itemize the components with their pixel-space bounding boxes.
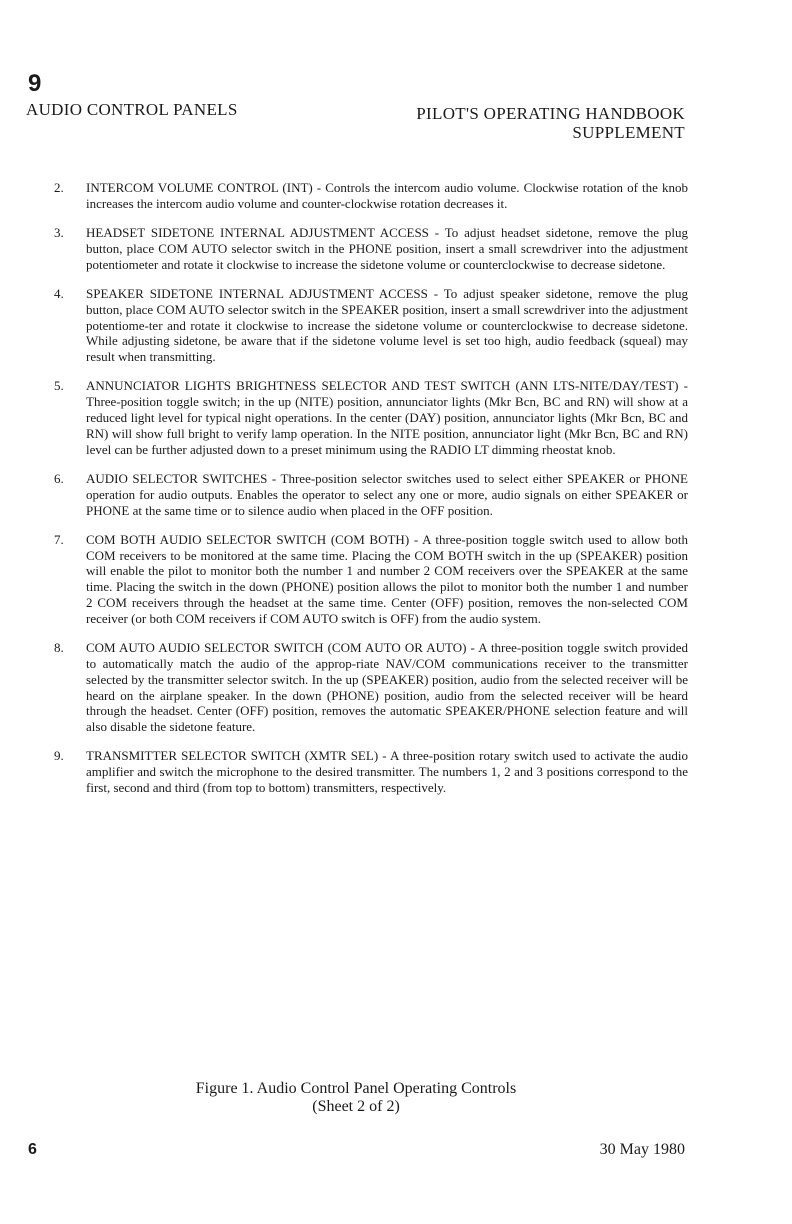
- revision-date: 30 May 1980: [599, 1141, 685, 1158]
- item-number: 9.: [54, 748, 64, 764]
- item-number: 4.: [54, 285, 64, 301]
- item-number: 2.: [54, 180, 64, 195]
- item-number: 3.: [54, 225, 64, 241]
- item-number: 8.: [54, 640, 64, 656]
- list-item: [54, 180, 688, 212]
- list-item: [54, 532, 688, 627]
- page-number: 6: [28, 1141, 37, 1158]
- item-text: COM BOTH AUDIO SELECTOR SWITCH (COM BOTH) - A three-position toggle switch used to allow both COM receivers to be monitored at the same time. Placing the COM BOTH switch in the up (SPEAKER) position will enable the pilot to monitor both the number 1 and number 2 COM receivers over the SPEAKER at the same time. Placing the switch in the down (PHONE) position allows the pilot to monitor both the number 1 and number 2 COM receivers through the headset at the same time. Center (OFF) position, removes the non-selected COM receiver (or both COM receivers if COM AUTO switch is OFF) from the audio system.: [86, 531, 688, 626]
- figure-caption: [0, 1080, 712, 1116]
- item-number: 7.: [54, 531, 64, 547]
- list-item: [54, 748, 688, 795]
- list-item: [54, 378, 688, 457]
- handbook-title-line2: SUPPLEMENT: [572, 123, 685, 142]
- figure-caption-title: Figure 1. Audio Control Panel Operating Controls: [195, 1080, 517, 1097]
- item-text: HEADSET SIDETONE INTERNAL ADJUSTMENT ACCESS - To adjust headset sidetone, remove the plug button, place COM AUTO selector switch in the PHONE position, insert a small screwdriver into the adjustment potentiometer and rotate it clockwise to increase the sidetone volume or counterclockwise to decrease sidetone.: [86, 225, 688, 272]
- item-text: SPEAKER SIDETONE INTERNAL ADJUSTMENT ACCESS - To adjust speaker sidetone, remove the plug button, place COM AUTO selector switch in the SPEAKER position, insert a small screwdriver into the adjustment potentiome-ter and rotate it clockwise to increase the sidetone volume or counterclockwise to decrease sidetone. While adjusting sidetone, be aware that if the sidetone volume level is set too high, audio feedback (squeal) may result when transmitting.: [86, 285, 688, 365]
- item-text: ANNUNCIATOR LIGHTS BRIGHTNESS SELECTOR AND TEST SWITCH (ANN LTS-NITE/DAY/TEST) - Three-position toggle switch; in the up (NITE) position, annunciator lights (Mkr Bcn, BC and RN) will show at a reduced light level for typical night operations. In the center (DAY) position, annunciator lights (Mkr Bcn, BC and RN) will show full bright to verify lamp operation. In the NITE position, annunciator light (Mkr Bcn, BC and RN) level can be further adjusted down to a preset minimum using the RADIO LT dimming rheostat knob.: [86, 378, 688, 457]
- list-item: [54, 225, 688, 272]
- item-text: INTERCOM VOLUME CONTROL (INT) - Controls the intercom audio volume. Clockwise rotation of the knob increases the intercom audio volume and counter-clockwise rotation decreases it.: [86, 180, 688, 211]
- handbook-title-line1: PILOT'S OPERATING HANDBOOK: [416, 104, 685, 123]
- item-text: COM AUTO AUDIO SELECTOR SWITCH (COM AUTO OR AUTO) - A three-position toggle switch provided to automatically match the audio of the approp-riate NAV/COM communications receiver to the transmitter selected by the transmitter selector switch. In the up (SPEAKER) position, audio from the selected receiver will be heard on the airplane speaker. In the down (PHONE) position, audio from the selected receiver will be heard through the headset. Center (OFF) position, removes the automatic SPEAKER/PHONE selection feature and will also disable the sidetone feature.: [86, 640, 688, 735]
- list-item: [54, 471, 688, 518]
- figure-caption-sheet: (Sheet 2 of 2): [312, 1098, 400, 1115]
- list-item: [54, 640, 688, 735]
- item-text: AUDIO SELECTOR SWITCHES - Three-position selector switches used to select either SPEAKER or PHONE operation for audio outputs. Enables the operator to select any one or more, audio signals on either SPEAKER or PHONE at the same time or to silence audio when placed in the OFF position.: [86, 470, 688, 518]
- section-title: AUDIO CONTROL PANELS: [26, 100, 238, 119]
- item-number: 5.: [54, 378, 64, 394]
- controls-list: [54, 180, 688, 809]
- item-number: 6.: [54, 470, 64, 486]
- item-text: TRANSMITTER SELECTOR SWITCH (XMTR SEL) - A three-position rotary switch used to activate the audio amplifier and switch the microphone to the desired transmitter. The numbers 1, 2 and 3 positions correspond to the first, second and third (from top to bottom) transmitters, respectively.: [86, 748, 688, 795]
- handbook-title: [416, 104, 685, 142]
- section-number: 9: [28, 70, 42, 97]
- list-item: [54, 286, 688, 365]
